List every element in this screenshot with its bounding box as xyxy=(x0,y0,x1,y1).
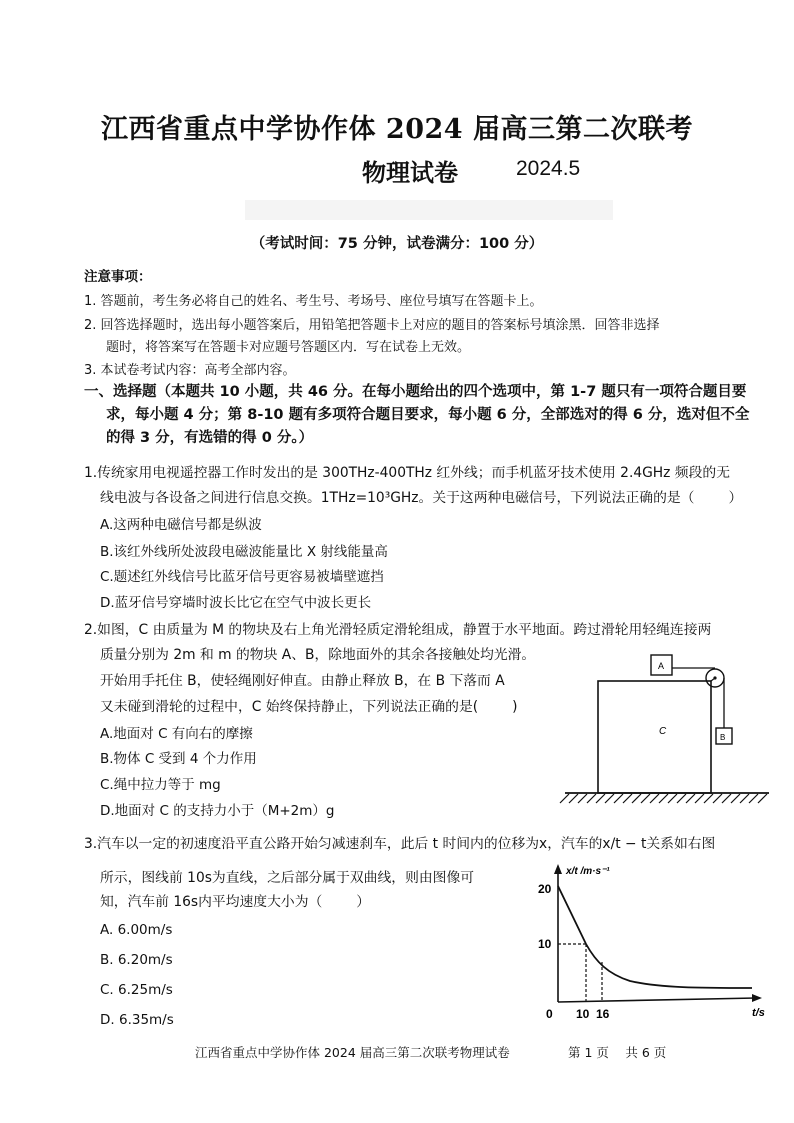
q2-paren-close: ) xyxy=(512,699,518,715)
x-axis-arrow xyxy=(752,994,762,1002)
hatch-line xyxy=(641,794,650,803)
x-tick-16: 16 xyxy=(596,1007,610,1021)
x-axis-label: t/s xyxy=(752,1007,765,1019)
hatch-line xyxy=(686,794,695,803)
q1-stem-text: 线电波与各设备之间进行信息交换。1THz=10³GHz。关于这两种电磁信号，下列说法正确的是（ xyxy=(100,490,695,506)
q2-pulley-figure xyxy=(555,648,780,808)
exam-info: （考试时间：75 分钟，试卷满分：100 分） xyxy=(250,236,544,252)
q1-option-b: B.该红外线所处波段电磁波能量比 X 射线能量高 xyxy=(100,544,388,560)
x-tick-10: 10 xyxy=(576,1007,590,1021)
q1-stem: 1.传统家用电视遥控器工作时发出的是 300THz-400THz 红外线；而手机蓝牙技术使用 2.4GHz 频段的无 xyxy=(84,465,730,481)
hatch-line xyxy=(587,794,596,803)
x-tick-0: 0 xyxy=(546,1007,553,1021)
q2-option-b: B.物体 C 受到 4 个力作用 xyxy=(100,751,257,767)
q2-stem-line xyxy=(100,695,518,715)
note-item: 2. 回答选择题时，选出每小题答案后，用铅笔把答题卡上对应的题目的答案标号填涂黑．回答非选择 xyxy=(84,318,660,333)
hatch-line xyxy=(740,794,749,803)
y-axis-arrow xyxy=(554,864,562,874)
note-item: 题时，将答案写在答题卡对应题号答题区内．写在试卷上无效。 xyxy=(106,340,471,355)
hatch-line xyxy=(758,794,767,803)
hatch-line xyxy=(659,794,668,803)
hatch-line xyxy=(605,794,614,803)
exam-title: 江西省重点中学协作体 2024 届高三第二次联考 xyxy=(101,114,693,145)
hatch-line xyxy=(704,794,713,803)
q3-stem-text: 3.汽车以一定的初速度沿平直公路开始匀减速刹车，此后 t 时间内的位移为x，汽车的x/t − t关系如右图 xyxy=(84,836,716,852)
q2-stem-text: 又未碰到滑轮的过程中，C 始终保持静止，下列说法正确的是( xyxy=(100,699,479,715)
q2-option-d: D.地面对 C 的支持力小于（M+2m）g xyxy=(100,803,335,819)
q3-option-b: B. 6.20m/s xyxy=(100,952,173,968)
y-axis-label: x/t /m·s⁻¹ xyxy=(566,866,610,877)
hatch-line xyxy=(677,794,686,803)
q1-paren-close: ） xyxy=(728,490,743,506)
q3-option-a: A. 6.00m/s xyxy=(100,922,173,938)
label-b: B xyxy=(720,733,726,742)
q3-stem xyxy=(84,832,715,852)
hatch-line xyxy=(695,794,704,803)
hatch-line xyxy=(632,794,641,803)
label-a: A xyxy=(658,661,665,671)
notes-title: 注意事项： xyxy=(84,269,152,285)
hatch-line xyxy=(614,794,623,803)
exam-date: 2024.5 xyxy=(516,157,581,180)
q3-option-c: C. 6.25m/s xyxy=(100,982,173,998)
hatch-line xyxy=(650,794,659,803)
hatch-line xyxy=(749,794,758,803)
hatch-line xyxy=(722,794,731,803)
label-c: C xyxy=(659,726,667,737)
note-item: 3. 本试卷考试内容：高考全部内容。 xyxy=(84,363,296,378)
hatch-line xyxy=(569,794,578,803)
q1-option-c: C.题述红外线信号比蓝牙信号更容易被墙壁遮挡 xyxy=(100,569,384,585)
hatch-line xyxy=(596,794,605,803)
ground-hatching xyxy=(560,794,767,803)
hatch-line xyxy=(578,794,587,803)
footer-title: 江西省重点中学协作体 2024 届高三第二次联考物理试卷 xyxy=(195,1045,510,1060)
hatch-line xyxy=(623,794,632,803)
footer-page-number: 第 1 页 共 6 页 xyxy=(568,1045,667,1060)
x-axis xyxy=(558,998,756,1002)
section-heading-line: 的得 3 分，有选错的得 0 分。） xyxy=(106,430,314,446)
q2-stem: 2.如图，C 由质量为 M 的物块及右上角光滑轻质定滑轮组成，静置于水平地面。跨过滑轮用轻绳连接两 xyxy=(84,622,712,638)
hatch-line xyxy=(560,794,569,803)
q1-stem-line xyxy=(100,486,742,506)
scan-band xyxy=(245,200,613,220)
graph-curve xyxy=(558,886,752,988)
block-c xyxy=(598,681,711,793)
q3-xt-graph xyxy=(530,856,775,1026)
q2-option-a: A.地面对 C 有向右的摩擦 xyxy=(100,726,253,742)
y-tick-10: 10 xyxy=(538,937,552,951)
section-heading: 一、选择题（本题共 10 小题，共 46 分。在每小题给出的四个选项中，第 1-7 题只有一项符合题目要 xyxy=(84,384,747,400)
note-item: 1. 答题前，考生务必将自己的姓名、考生号、考场号、座位号填写在答题卡上。 xyxy=(84,294,543,309)
q3-stem-text: 知，汽车前 16s内平均速度大小为（ xyxy=(100,894,323,910)
q3-stem-line xyxy=(100,890,370,910)
q1-option-a: A.这两种电磁信号都是纵波 xyxy=(100,517,262,533)
subject-title: 物理试卷 xyxy=(362,158,458,187)
y-tick-20: 20 xyxy=(538,882,552,896)
section-heading-line: 求，每小题 4 分；第 8-10 题有多项符合题目要求，每小题 6 分，全部选对的得 6 分，选对但不全 xyxy=(106,407,750,423)
q2-stem-line: 开始用手托住 B，使轻绳刚好伸直。由静止释放 B，在 B 下落而 A xyxy=(100,673,505,689)
q2-option-c: C.绳中拉力等于 mg xyxy=(100,777,221,793)
hatch-line xyxy=(713,794,722,803)
q3-option-d: D. 6.35m/s xyxy=(100,1012,174,1028)
q3-stem-line: 所示，图线前 10s为直线，之后部分属于双曲线，则由图像可 xyxy=(100,870,475,886)
pulley-mount xyxy=(711,678,715,681)
q1-option-d: D.蓝牙信号穿墙时波长比它在空气中波长更长 xyxy=(100,595,372,611)
q2-stem-line: 质量分别为 2m 和 m 的物块 A、B，除地面外的其余各接触处均光滑。 xyxy=(100,647,536,663)
hatch-line xyxy=(731,794,740,803)
hatch-line xyxy=(668,794,677,803)
q3-paren-close: ） xyxy=(356,894,371,910)
